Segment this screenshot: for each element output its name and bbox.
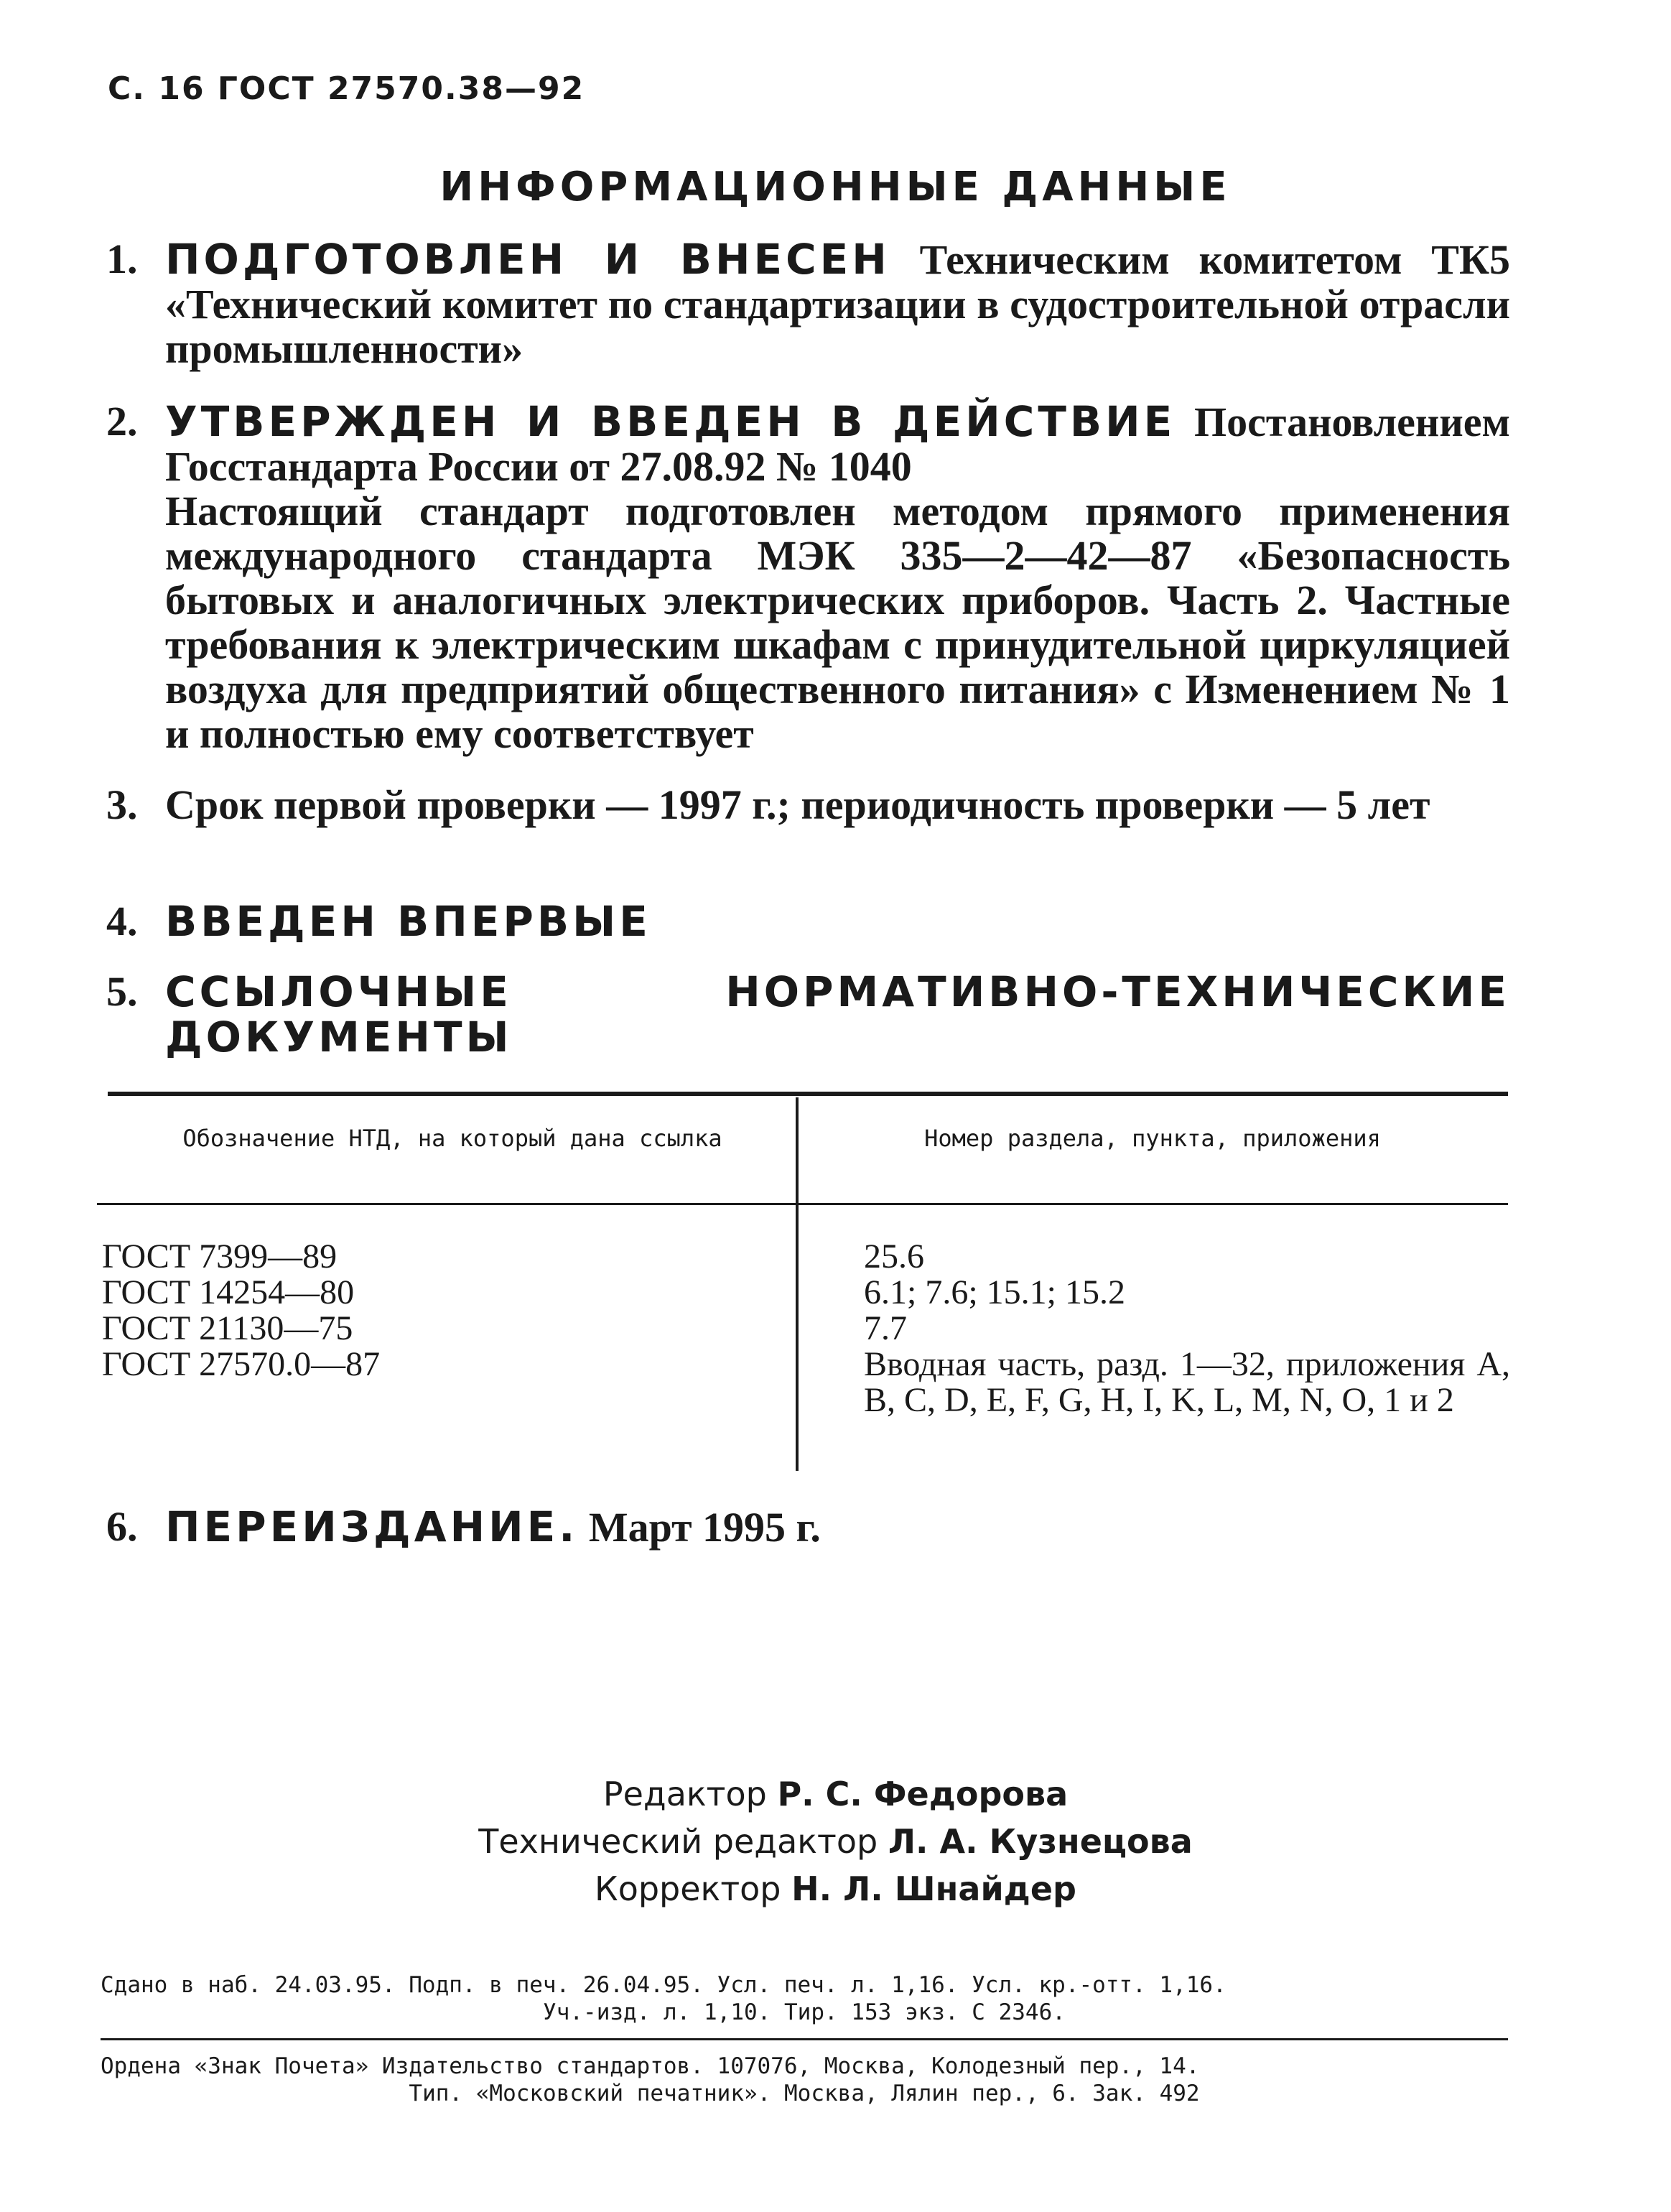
table-col-doc (102, 1239, 777, 1382)
item-text: Постановлением Госстандарта России от 27.08.92 № 1040 (165, 399, 1510, 490)
imprint-print-data (101, 1971, 1508, 2026)
item-number: 5. (106, 968, 138, 1015)
table-cell-doc: ГОСТ 21130—75 (102, 1309, 353, 1347)
table-cell-doc: ГОСТ 7399—89 (102, 1237, 338, 1275)
info-item-6 (106, 1502, 1510, 1551)
item-number: 4. (106, 898, 138, 944)
item-text: Техническим комитетом ТК5 «Технический комитет по стандартизации в судостроительной отрасли промышленности» (165, 236, 1511, 372)
item-caps: ПЕРЕИЗДАНИЕ. (165, 1502, 579, 1551)
editor-name: Р. С. Федорова (777, 1775, 1069, 1813)
item-number: 3. (106, 781, 138, 828)
item-number: 1. (106, 236, 138, 282)
table-cell-sections: 25.6 (864, 1237, 924, 1275)
table-col-sections (864, 1239, 1510, 1418)
item-caps: ССЫЛОЧНЫЕ НОРМАТИВНО-ТЕХНИЧЕСКИЕ ДОКУМЕНТЫ (165, 967, 1510, 1061)
table-header-sections: Номер раздела, пункта, приложения (924, 1125, 1381, 1152)
item-note: Настоящий стандарт подготовлен методом прямого применения международного стандарта МЭК 335—2—42—87 «Безопасность бытовых и аналогичных электрических приборов. Часть 2. Частные требования к электрическим шкафам с принудительной циркуляцией воздуха для предприятий общественного питания» с Изменением № 1 и полностью ему соответствует (165, 488, 1510, 757)
item-caps: УТВЕРЖДЕН И ВВЕДЕН В ДЕЙСТВИЕ (165, 397, 1176, 446)
editors-block (0, 1770, 1671, 1913)
editor-line (0, 1865, 1671, 1913)
table-header-doc: Обозначение НТД, на который дана ссылка (182, 1125, 722, 1152)
imprint-line: Уч.-изд. л. 1,10. Тир. 153 экз. С 2346. (543, 1999, 1066, 2025)
table-header-rule (97, 1203, 1508, 1205)
info-item-4 (106, 899, 1510, 944)
info-item-3 (106, 783, 1510, 827)
table-cell-doc: ГОСТ 14254—80 (102, 1273, 355, 1311)
page-title: ИНФОРМАЦИОННЫЕ ДАННЫЕ (439, 164, 1232, 210)
item-text: Срок первой проверки — 1997 г.; периодичность проверки — 5 лет (165, 781, 1430, 828)
imprint-publisher (101, 2053, 1508, 2107)
info-item-5 (106, 967, 1510, 1061)
item-number: 6. (106, 1503, 138, 1550)
item-caps: ПОДГОТОВЛЕН И ВНЕСЕН (165, 235, 890, 284)
imprint-line: Сдано в наб. 24.03.95. Подп. в печ. 26.04.95. Усл. печ. л. 1,16. Усл. кр.-отт. 1,16. (101, 1972, 1227, 1998)
table-cell-doc: ГОСТ 27570.0—87 (102, 1345, 381, 1383)
info-item-1 (106, 237, 1510, 371)
info-item-2 (106, 399, 1510, 756)
table-cell-sections: Вводная часть, разд. 1—32, приложения А, В, С, D, E, F, G, H, I, K, L, M, N, O, 1 и 2 (864, 1345, 1510, 1419)
imprint-rule (101, 2038, 1508, 2040)
table-cell-sections: 6.1; 7.6; 15.1; 15.2 (864, 1273, 1126, 1311)
table-cell-sections: 7.7 (864, 1309, 907, 1347)
editor-name: Н. Л. Шнайдер (791, 1869, 1076, 1908)
editor-line (0, 1818, 1671, 1865)
table-top-rule (108, 1092, 1508, 1096)
editor-line (0, 1770, 1671, 1818)
item-caps: ВВЕДЕН ВПЕРВЫЕ (165, 897, 651, 946)
editor-name: Л. А. Кузнецова (888, 1822, 1193, 1861)
table-column-divider (796, 1097, 799, 1471)
editor-role: Корректор (595, 1869, 781, 1908)
editor-role: Редактор (602, 1775, 767, 1813)
page-header: С. 16 ГОСТ 27570.38—92 (108, 70, 585, 107)
imprint-line: Тип. «Московский печатник». Москва, Лялин пер., 6. Зак. 492 (409, 2081, 1200, 2106)
imprint-line: Ордена «Знак Почета» Издательство стандартов. 107076, Москва, Колодезный пер., 14. (101, 2053, 1200, 2079)
item-number: 2. (106, 398, 138, 445)
item-text: Март 1995 г. (578, 1504, 821, 1551)
editor-role: Технический редактор (478, 1822, 878, 1861)
